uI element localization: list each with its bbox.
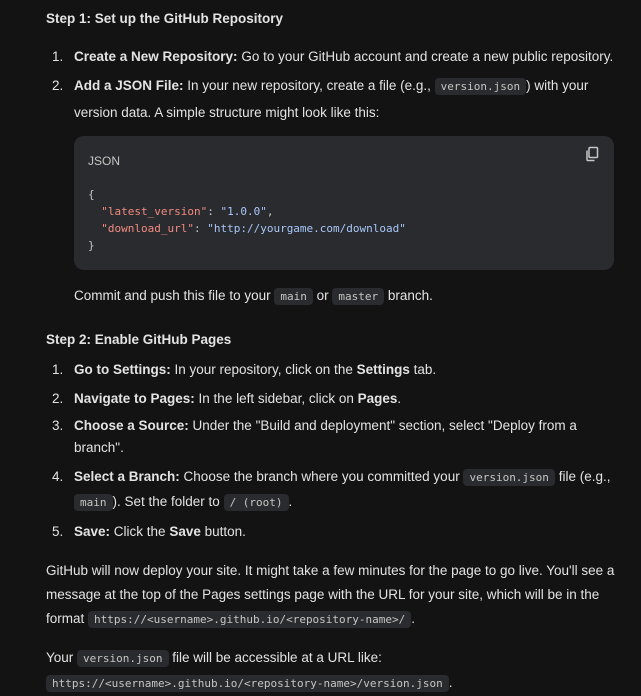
step1-title: Step 1: Set up the GitHub Repository — [46, 11, 284, 26]
list-item: 2. Navigate to Pages: In the left sidebar, click on Pages. — [46, 386, 616, 412]
list-number: 2. — [52, 391, 64, 406]
list-number: 1. — [52, 49, 64, 64]
inline-code: version.json — [77, 650, 168, 667]
list-number: 3. — [52, 418, 64, 433]
list-item — [46, 73, 616, 309]
list-number: 4. — [52, 469, 64, 484]
code-block — [74, 136, 614, 270]
access-paragraph: Your version.json file will be accessible at a URL like: https://<username>.github.io/<repository-name>/version.json . — [46, 650, 453, 690]
json-key: "latest_version" — [101, 205, 208, 218]
inline-code: version.json — [435, 78, 526, 95]
list-number: 5. — [52, 524, 64, 539]
item-bold: Navigate to Pages: — [74, 391, 195, 406]
copy-icon[interactable] — [584, 146, 600, 162]
item-text: Go to your GitHub account and create a new public repository. — [237, 49, 614, 64]
item-text: In your new repository, create a file (e.g., — [183, 78, 435, 93]
code-language-label: JSON — [88, 154, 121, 168]
commit-paragraph: Commit and push this file to your main or master branch. — [74, 288, 433, 303]
list-item — [46, 44, 616, 70]
code-block-header — [74, 136, 614, 174]
inline-code: https://<username>.github.io/<repository-name>/ — [88, 611, 411, 628]
inline-code: https://<username>.github.io/<repository-name>/version.json — [46, 675, 449, 692]
response-content — [46, 8, 616, 696]
step2-title: Step 2: Enable GitHub Pages — [46, 332, 232, 347]
list-item: 5. Save: Click the Save button. — [46, 519, 616, 545]
code-content: { "latest_version": "1.0.0", "download_url": "http://yourgame.com/download" } — [74, 174, 614, 270]
item-bold: Add a JSON File: — [74, 78, 184, 93]
json-value: "http://yourgame.com/download" — [207, 222, 406, 235]
item-bold: Choose a Source: — [74, 418, 189, 433]
inline-code: master — [332, 288, 384, 305]
item-bold: Save: — [74, 524, 111, 539]
list-item: 3. Choose a Source: Under the "Build and deployment" section, select "Deploy from a branch". — [46, 415, 616, 459]
inline-code: main — [74, 494, 113, 511]
item-bold: Select a Branch: — [74, 469, 180, 484]
json-value: "1.0.0" — [220, 205, 267, 218]
list-number: 1. — [52, 362, 64, 377]
item-text: ) with your version data. A simple structure might look like this: — [74, 78, 589, 120]
list-item: 4. Select a Branch: Choose the branch where you committed your version.json file (e.g., main ). Set the folder to / (root) . — [46, 465, 616, 515]
inline-code: main — [274, 288, 313, 305]
item-bold: Create a New Repository: — [74, 49, 238, 64]
list-number: 2. — [52, 78, 64, 93]
json-key: "download_url" — [101, 222, 194, 235]
item-bold: Go to Settings: — [74, 362, 171, 377]
inline-code: version.json — [463, 469, 554, 486]
inline-code: / (root) — [224, 494, 289, 511]
list-item: 1. Go to Settings: In your repository, click on the Settings tab. — [46, 357, 616, 383]
step1-list — [46, 44, 616, 309]
deploy-paragraph: GitHub will now deploy your site. It might take a few minutes for the page to go live. You'll see a message at the top of the Pages settings page with the URL for your site, which will be in the format https://<username>.github.io/<repository-name>/ . — [46, 563, 615, 626]
step2-list — [46, 357, 616, 545]
